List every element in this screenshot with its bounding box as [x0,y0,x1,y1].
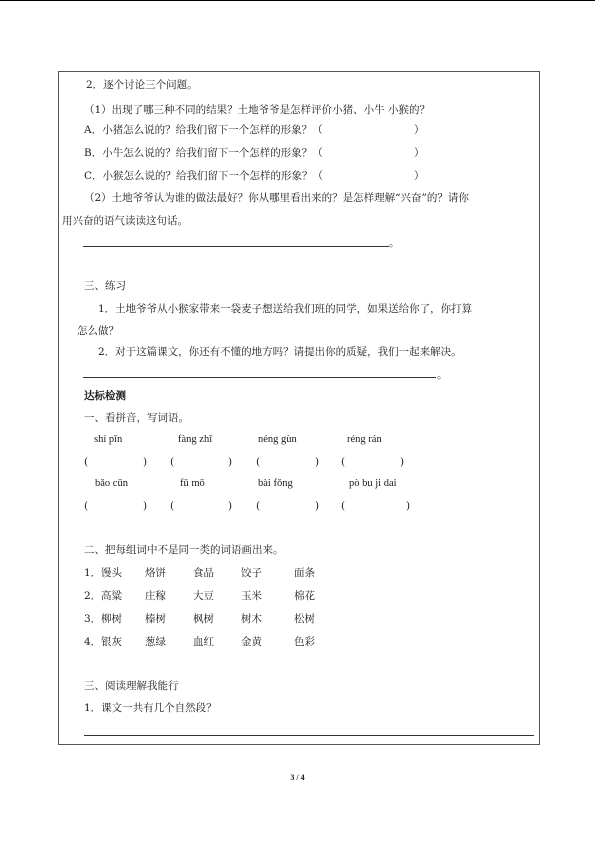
word-item: 饺子 [241,567,262,579]
word-item: 高粱 [101,590,122,602]
pinyin-cell: fàng zhī [178,434,213,445]
group-number: 4． [84,636,102,648]
word-item: 面条 [294,567,315,579]
blank-open: ( [256,456,261,468]
pinyin-cell: bài fǒng [258,478,293,489]
word-item: 庄稼 [145,590,166,602]
answer-line-period: 。 [389,237,400,249]
header-rule [0,0,595,1]
word-item: 榛树 [145,613,166,625]
word-item: 食品 [193,567,214,579]
word-item: 树木 [241,613,262,625]
word-item: 棉花 [294,590,315,602]
blank-open: ( [84,500,89,512]
blank-open: ( [341,500,346,512]
group-number: 2． [84,590,102,602]
question-1-b-close: ） [414,147,425,159]
group-number: 1． [84,567,102,579]
practice-heading: 三、练习 [84,280,126,292]
word-item: 玉米 [241,590,262,602]
word-item: 血红 [193,636,214,648]
word-item: 松树 [294,613,315,625]
blank-close: ) [406,500,411,512]
pinyin-cell: bǎo cūn [95,478,128,489]
question-2-line-1: （2）土地爷爷认为谁的做法最好？你从哪里看出来的？是怎样理解“兴奋”的？请你 [84,192,469,204]
pinyin-cell: fǔ mō [180,478,205,489]
blank-close: ) [400,456,405,468]
question-answer-period: 。 [437,369,448,381]
word-item: 柳树 [101,613,122,625]
blank-close: ) [315,500,320,512]
blank-close: ) [143,500,148,512]
blank-open: ( [170,500,175,512]
pinyin-cell: pò bu ji dai [349,478,397,489]
question-2-line-2: 用兴奋的语气读读这句话。 [62,215,188,227]
group-number: 3． [84,613,102,625]
pinyin-cell: réng rán [347,434,382,445]
question-1: （1）出现了哪三种不同的结果？土地爷爷是怎样评价小猪、小牛 小猴的？ [84,104,431,116]
discussion-heading: 2．逐个讨论三个问题。 [86,79,198,91]
question-1-b: B．小牛怎么说的？给我们留下一个怎样的形象？（ [84,147,323,159]
pinyin-cell: shí pǐn [94,434,123,445]
word-item: 葱绿 [145,636,166,648]
word-item: 枫树 [193,613,214,625]
practice-1-line-1: 1．土地爷爷从小猴家带来一袋麦子想送给我们班的同学，如果送给你了，你打算 [98,303,473,315]
word-item: 烙饼 [145,567,166,579]
question-answer-line[interactable] [83,377,436,378]
blank-open: ( [84,456,89,468]
practice-1-line-2: 怎么做？ [77,325,119,337]
blank-open: ( [341,456,346,468]
reading-answer-line[interactable] [84,735,534,736]
blank-open: ( [256,500,261,512]
blank-close: ) [315,456,320,468]
word-item: 银灰 [101,636,122,648]
word-item: 馒头 [101,567,122,579]
page-number: 3 / 4 [290,773,305,782]
test-heading: 达标检测 [84,390,126,402]
section-3-heading: 三、阅读理解我能行 [84,680,179,692]
section-2-heading: 二、把每组词中不是同一类的词语画出来。 [84,544,284,556]
section-1-heading: 一、看拼音，写词语。 [84,412,189,424]
question-1-a-close: ） [414,124,425,136]
blank-close: ) [143,456,148,468]
reading-question-1: 1．课文一共有几个自然段？ [84,702,217,714]
word-item: 大豆 [193,590,214,602]
question-1-a: A．小猪怎么说的？给我们留下一个怎样的形象？（ [84,124,323,136]
answer-line[interactable] [83,246,389,247]
blank-close: ) [228,500,233,512]
practice-2: 2．对于这篇课文，你还有不懂的地方吗？请提出你的质疑，我们一起来解决。 [98,346,462,358]
blank-close: ) [228,456,233,468]
question-1-c-close: ） [414,170,425,182]
blank-open: ( [170,456,175,468]
pinyin-cell: néng gùn [258,434,297,445]
question-1-c: C．小猴怎么说的？给我们留下一个怎样的形象？（ [84,170,324,182]
word-item: 金黄 [241,636,262,648]
word-item: 色彩 [294,636,315,648]
